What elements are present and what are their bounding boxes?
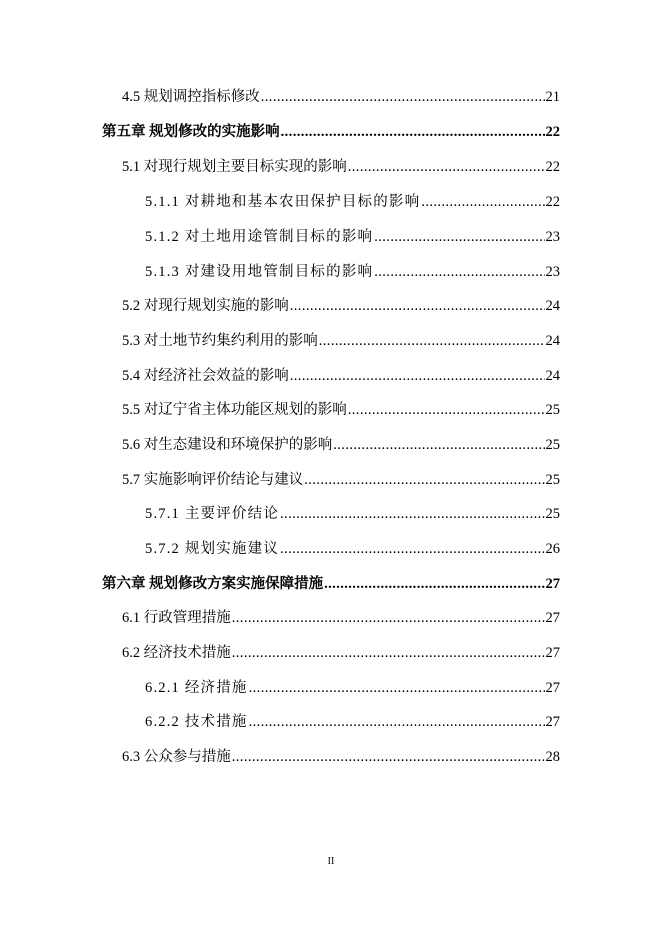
- toc-entry-title: 5.2 对现行规划实施的影响: [122, 298, 289, 314]
- toc-entry[interactable]: [102, 123, 560, 141]
- toc-entry-title: 5.7.2 规划实施建议: [145, 541, 280, 557]
- toc-entry-page: 22: [545, 159, 560, 175]
- toc-entry-title: 5.5 对辽宁省主体功能区规划的影响: [122, 402, 347, 418]
- toc-dot-leader: [249, 679, 545, 697]
- toc-entry-title: 5.1.2 对土地用途管制目标的影响: [145, 229, 374, 245]
- toc-entry-page: 21: [545, 89, 560, 105]
- toc-entry[interactable]: [145, 263, 560, 281]
- toc-dot-leader: [261, 88, 545, 106]
- toc-entry-title: 5.1.1 对耕地和基本农田保护目标的影响: [145, 194, 421, 210]
- toc-entry-page: 27: [545, 610, 560, 626]
- page-number: II: [327, 856, 335, 867]
- toc-entry-title: 6.2.2 技术措施: [145, 714, 248, 730]
- toc-dot-leader: [290, 367, 545, 385]
- toc-entry[interactable]: [122, 158, 560, 176]
- toc-dot-leader: [374, 228, 544, 246]
- toc-entry-title: 6.2.1 经济措施: [145, 680, 248, 696]
- toc-entry[interactable]: [145, 228, 560, 246]
- toc-entry[interactable]: [122, 644, 560, 662]
- toc-entry-title: 5.1 对现行规划主要目标实现的影响: [122, 159, 347, 175]
- toc-entry-title: 6.1 行政管理措施: [122, 610, 231, 626]
- toc-dot-leader: [232, 748, 545, 766]
- toc-dot-leader: [348, 158, 545, 176]
- toc-entry[interactable]: [122, 332, 560, 350]
- toc-dot-leader: [324, 575, 544, 593]
- toc-entry[interactable]: [122, 471, 560, 489]
- toc-entry-title: 5.7 实施影响评价结论与建议: [122, 472, 304, 488]
- toc-entry-page: 26: [545, 541, 560, 557]
- toc-entry-title: 4.5 规划调控指标修改: [122, 89, 260, 105]
- toc-entry-title: 5.3 对土地节约集约利用的影响: [122, 333, 318, 349]
- toc-dot-leader: [304, 471, 544, 489]
- toc-entry-page: 27: [545, 680, 560, 696]
- toc-dot-leader: [290, 297, 545, 315]
- toc-entry-page: 25: [545, 437, 560, 453]
- toc-dot-leader: [232, 609, 545, 627]
- toc-dot-leader: [249, 713, 545, 731]
- toc-entry-page: 24: [545, 368, 560, 384]
- toc-entry[interactable]: [122, 401, 560, 419]
- toc-entry-page: 27: [545, 714, 560, 730]
- toc-entry-title: 6.3 公众参与措施: [122, 749, 231, 765]
- toc-dot-leader: [232, 644, 545, 662]
- toc-entry-page: 25: [545, 506, 560, 522]
- toc-dot-leader: [333, 436, 544, 454]
- toc-entry-title: 第六章 规划修改方案实施保障措施: [102, 576, 324, 592]
- toc-dot-leader: [374, 263, 544, 281]
- toc-entry-page: 27: [545, 645, 560, 661]
- toc-dot-leader: [281, 123, 545, 141]
- toc-entry[interactable]: [102, 575, 560, 593]
- toc-entry-page: 22: [545, 194, 560, 210]
- toc-entry[interactable]: [145, 505, 560, 523]
- toc-entry[interactable]: [122, 748, 560, 766]
- toc-entry[interactable]: [122, 609, 560, 627]
- toc-entry-page: 28: [545, 749, 560, 765]
- toc-entry-title: 第五章 规划修改的实施影响: [102, 124, 280, 140]
- toc-entry[interactable]: [122, 367, 560, 385]
- toc-entry-page: 24: [545, 298, 560, 314]
- toc-entry-page: 27: [545, 576, 560, 592]
- toc-dot-leader: [280, 540, 544, 558]
- toc-entry-title: 5.4 对经济社会效益的影响: [122, 368, 289, 384]
- toc-entry[interactable]: [145, 193, 560, 211]
- toc-entry-page: 25: [545, 402, 560, 418]
- toc-entry-title: 6.2 经济技术措施: [122, 645, 231, 661]
- toc-entry[interactable]: [122, 436, 560, 454]
- toc-entry-page: 22: [545, 124, 560, 140]
- toc-dot-leader: [348, 401, 545, 419]
- toc-entry-page: 23: [545, 229, 560, 245]
- toc-entry[interactable]: [122, 297, 560, 315]
- toc-entry-title: 5.6 对生态建设和环境保护的影响: [122, 437, 333, 453]
- toc-entry[interactable]: [145, 679, 560, 697]
- toc-entry-page: 24: [545, 333, 560, 349]
- toc-entry[interactable]: [145, 713, 560, 731]
- toc-entry[interactable]: [122, 88, 560, 106]
- toc-entry-page: 23: [545, 264, 560, 280]
- toc-entry-title: 5.1.3 对建设用地管制目标的影响: [145, 264, 374, 280]
- toc-entry-title: 5.7.1 主要评价结论: [145, 506, 280, 522]
- toc-entry-page: 25: [545, 472, 560, 488]
- toc-dot-leader: [319, 332, 545, 350]
- toc-entry[interactable]: [145, 540, 560, 558]
- toc-dot-leader: [280, 505, 544, 523]
- toc-dot-leader: [421, 193, 544, 211]
